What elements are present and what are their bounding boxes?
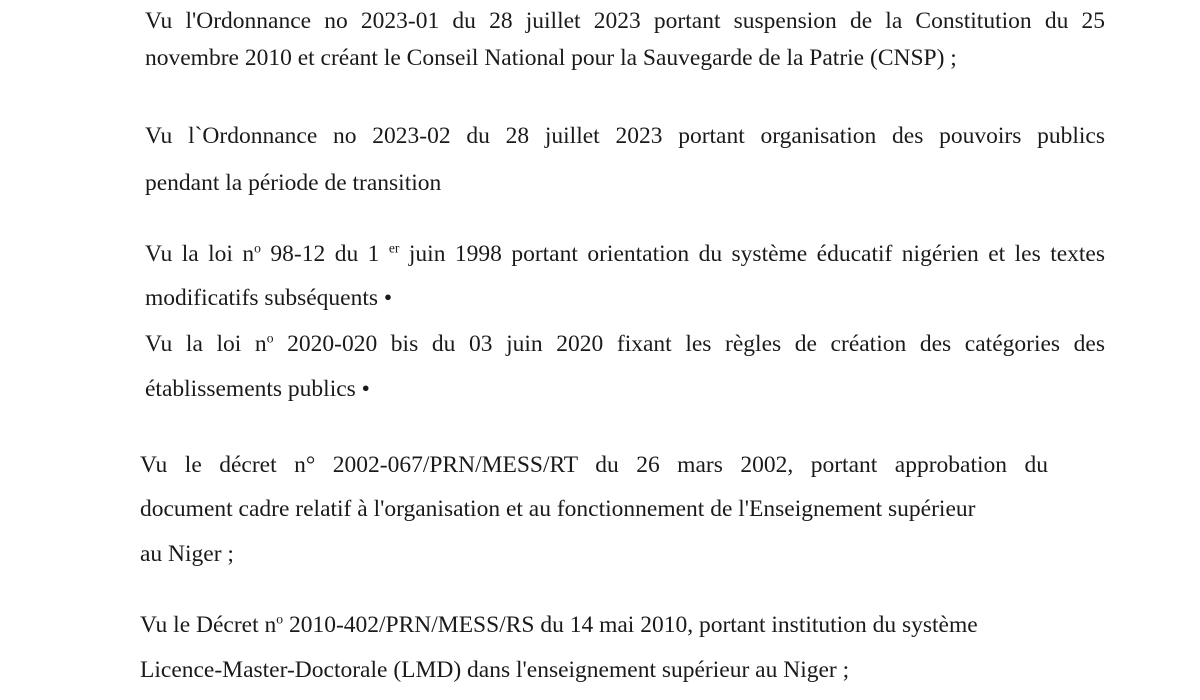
paragraph-2-line-1: Vu l`Ordonnance no 2023-02 du 28 juillet 2023 portant organisation des pouvoirs publics [145, 123, 1105, 149]
paragraph-5-line-3: au Niger ; [140, 541, 234, 567]
ordinal-indicator: o [266, 330, 274, 346]
paragraph-5-line-2: document cadre relatif à l'organisation et au fonctionnement de l'Enseignement supérieur [140, 496, 976, 522]
paragraph-6-line-1-text-a: Vu le Décret n [140, 612, 277, 638]
paragraph-4-line-1-text-a: Vu la loi n [145, 331, 267, 357]
paragraph-4-line-1-text-b: 2020-020 bis du 03 juin 2020 fixant les règles de création des catégories des [273, 331, 1105, 357]
paragraph-6-line-1 [140, 611, 978, 638]
paragraph-4-line-1 [145, 330, 1105, 357]
paragraph-6-line-2: Licence-Master-Doctorale (LMD) dans l'enseignement supérieur au Niger ; [140, 657, 850, 683]
ordinal-indicator: o [276, 611, 284, 627]
paragraph-3-line-1-text-b: 98-12 du 1 [260, 241, 389, 267]
paragraph-1-line-2: novembre 2010 et créant le Conseil National pour la Sauvegarde de la Patrie (CNSP) ; [145, 45, 957, 71]
ordinal-indicator-premier: er [388, 240, 400, 256]
ordinal-indicator: o [254, 240, 261, 256]
paragraph-2-line-2: pendant la période de transition [145, 170, 442, 196]
paragraph-1-line-1: Vu l'Ordonnance no 2023-01 du 28 juillet 2023 portant suspension de la Constitution du 25 [145, 8, 1105, 34]
paragraph-3-line-1-text-c: juin 1998 portant orientation du système éducatif nigérien et les textes [399, 241, 1106, 267]
paragraph-3-line-1-text-a: Vu la loi n [145, 241, 255, 267]
paragraph-3-line-2: modificatifs subséquents • [145, 285, 393, 311]
paragraph-6-line-1-text-b: 2010-402/PRN/MESS/RS du 14 mai 2010, portant institution du système [283, 612, 978, 638]
paragraph-4-line-2: établissements publics • [145, 376, 370, 402]
paragraph-3-line-1 [145, 240, 1106, 267]
paragraph-5-line-1: Vu le décret n° 2002-067/PRN/MESS/RT du 26 mars 2002, portant approbation du [140, 452, 1048, 478]
